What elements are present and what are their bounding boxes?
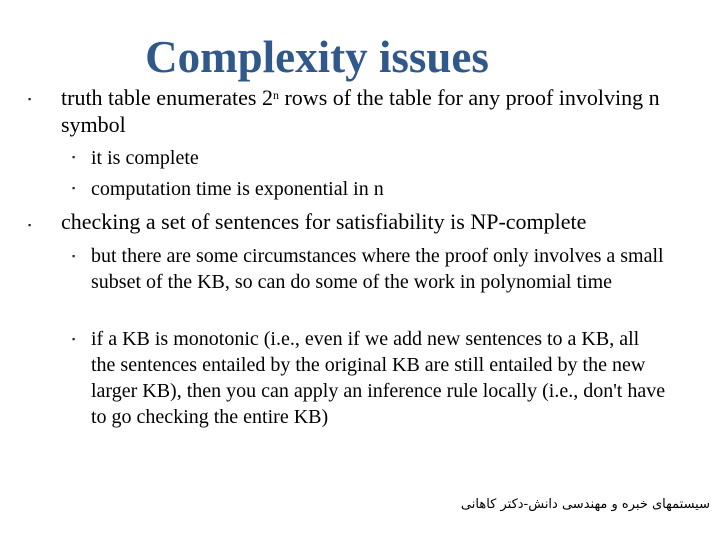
sub-bullet-marker: ▪ <box>72 183 76 193</box>
bullet-1-superscript: n <box>272 88 279 102</box>
bullet-item-1 <box>61 84 661 138</box>
bullet-1-text-b: rows of the table for any proof involving n symbol <box>61 85 660 137</box>
sub-bullet-2-1: but there are some circumstances where the proof only involves a small subset of the KB, so can do some of the work in polynomial time <box>91 245 664 293</box>
bullet-1-text-a: truth table enumerates 2 <box>61 85 273 110</box>
sub-bullet-marker: ▪ <box>72 152 76 162</box>
slide-title: Complexity issues <box>145 32 489 82</box>
bullet-marker: ▪ <box>28 220 32 230</box>
sub-bullet-1-1: it is complete <box>91 147 199 169</box>
bullet-marker: ▪ <box>28 94 32 104</box>
footer-text: سیستمهای خبره و مهندسی دانش-دکتر کاهانی <box>460 497 710 512</box>
sub-bullet-2-2: if a KB is monotonic (i.e., even if we add new sentences to a KB, all the sentences entailed by the original KB are still entailed by the new larger KB), then you can apply an inference rule locally (i.e., don't have to go checking the entire KB) <box>91 328 666 428</box>
sub-bullet-marker: ▪ <box>72 334 76 344</box>
sub-bullet-1-2: computation time is exponential in n <box>91 178 384 200</box>
sub-bullet-marker: ▪ <box>72 251 76 261</box>
bullet-item-2: checking a set of sentences for satisfiability is NP-complete <box>61 209 587 234</box>
